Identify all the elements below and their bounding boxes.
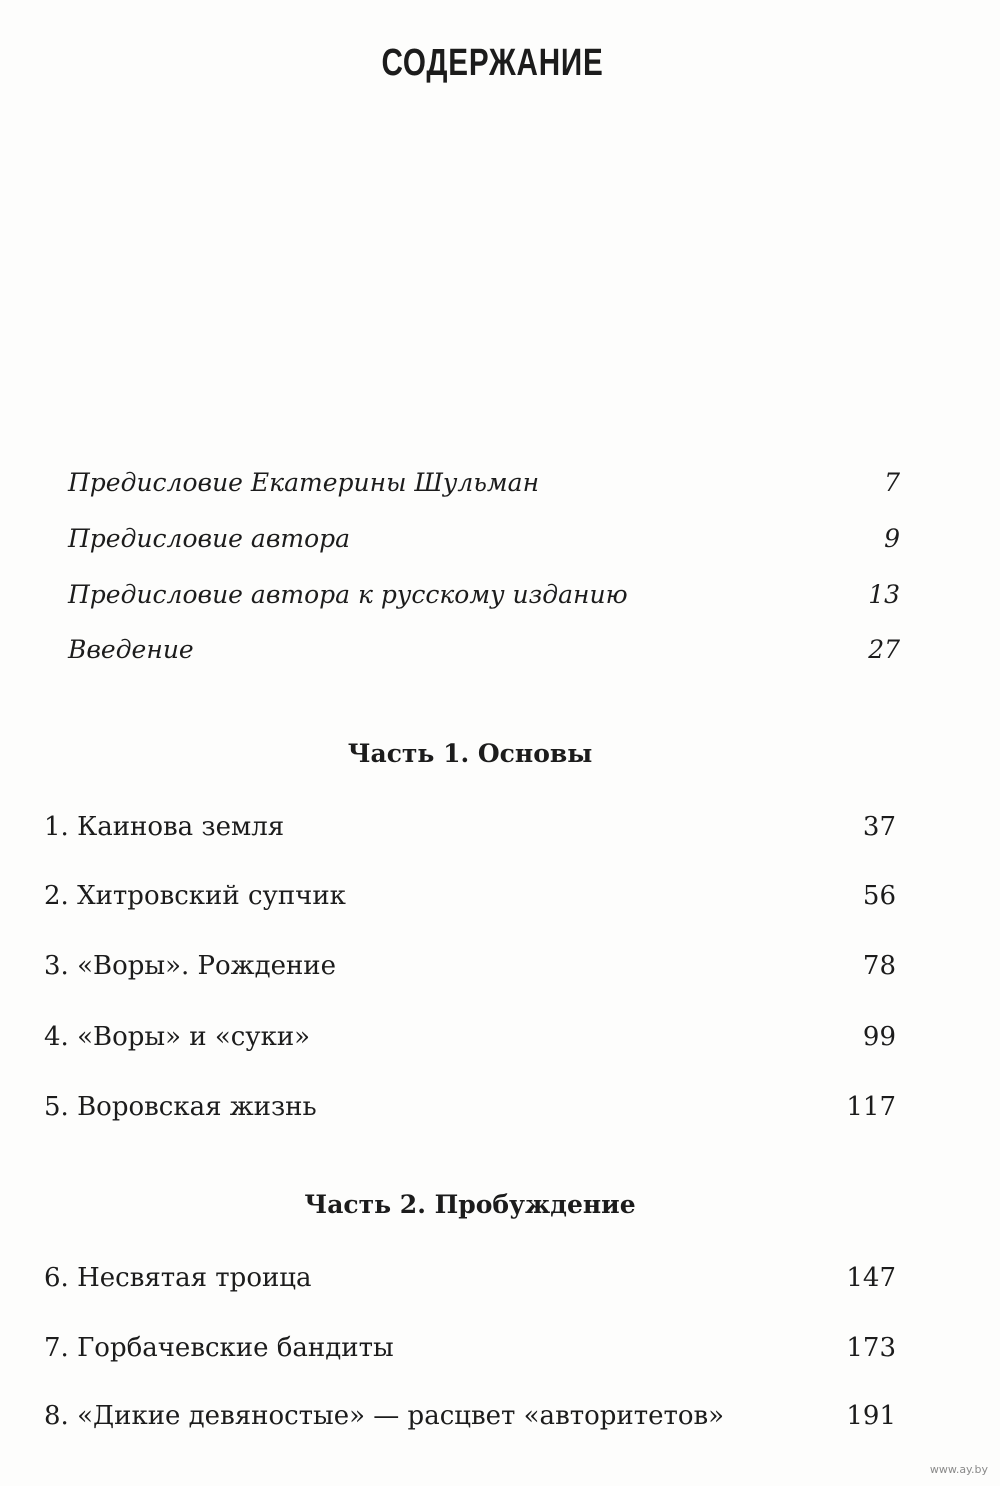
toc-chapter-label: 4. «Воры» и «суки»	[44, 1022, 311, 1052]
toc-chapter	[0, 1263, 1000, 1313]
toc-chapter	[0, 881, 1000, 931]
toc-entry	[0, 635, 1000, 685]
toc-chapter	[0, 1401, 1000, 1451]
toc-entry-page: 13	[868, 580, 900, 609]
page-title: СОДЕРЖАНИЕ	[381, 42, 604, 84]
toc-chapter-label: 5. Воровская жизнь	[44, 1092, 317, 1122]
toc-chapter-page: 99	[862, 1022, 896, 1052]
toc-chapter-label: 1. Каинова земля	[44, 812, 285, 842]
toc-chapter	[0, 1092, 1000, 1142]
toc-chapter	[0, 812, 1000, 862]
toc-entry	[0, 468, 1000, 518]
toc-chapter-page: 191	[846, 1401, 896, 1431]
toc-entry-page: 7	[884, 468, 900, 497]
toc-chapter	[0, 951, 1000, 1001]
part-heading: Часть 1. Основы	[347, 739, 593, 768]
toc-entry-label: Предисловие автора	[68, 524, 351, 553]
toc-entry-page: 27	[868, 635, 900, 664]
toc-chapter-page: 147	[846, 1263, 896, 1293]
toc-chapter-page: 173	[846, 1333, 896, 1363]
toc-entry-page: 9	[884, 524, 900, 553]
toc-chapter-page: 37	[862, 812, 896, 842]
toc-entry-label: Предисловие автора к русскому изданию	[68, 580, 628, 609]
toc-chapter-label: 6. Несвятая троица	[44, 1263, 312, 1293]
toc-entry	[0, 580, 1000, 630]
toc-chapter-page: 78	[862, 951, 896, 981]
toc-chapter-label: 7. Горбачевские бандиты	[44, 1333, 394, 1363]
toc-chapter-page: 56	[862, 881, 896, 911]
watermark: www.ay.by	[929, 1463, 988, 1476]
toc-chapter	[0, 1333, 1000, 1383]
toc-chapter-page: 117	[846, 1092, 896, 1122]
toc-chapter-label: 2. Хитровский супчик	[44, 881, 346, 911]
toc-chapter-label: 3. «Воры». Рождение	[44, 951, 337, 981]
toc-chapter	[0, 1022, 1000, 1072]
toc-chapter-label: 8. «Дикие девяностые» — расцвет «авторитетов»	[44, 1401, 725, 1431]
part-heading: Часть 2. Пробуждение	[304, 1190, 636, 1219]
toc-entry-label: Предисловие Екатерины Шульман	[68, 468, 540, 497]
toc-entry	[0, 524, 1000, 574]
toc-entry-label: Введение	[68, 635, 194, 664]
